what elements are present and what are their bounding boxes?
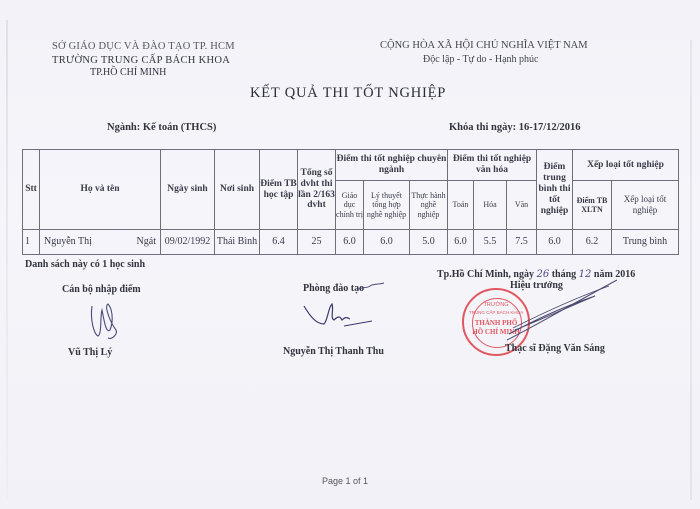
header-culture-group: Điểm thi tốt nghiệp văn hóa [448, 150, 537, 181]
header-stt: Stt [23, 150, 40, 230]
national-motto: Độc lập - Tự do - Hạnh phúc [423, 54, 539, 65]
signature-vu-thi-ly-icon [88, 300, 124, 342]
header-credits: Tổng số dvht thi lần 2/163 dvht [298, 150, 336, 230]
cell-exam-avg: 6.0 [537, 230, 573, 255]
cell-theory: 6.0 [364, 230, 410, 255]
header-literature: Văn [507, 181, 537, 230]
seal-text-line4: HỒ CHÍ MINH [472, 328, 520, 336]
cell-gpa: 6.4 [260, 230, 298, 255]
department-name: SỞ GIÁO DỤC VÀ ĐÀO TẠO TP. HCM [52, 41, 235, 52]
principal-label: Hiệu trưởng [510, 280, 563, 291]
signature-thanh-thu-icon [302, 302, 374, 332]
major-label: Ngành: Kế toán (THCS) [107, 122, 217, 133]
header-name: Họ và tên [40, 150, 161, 230]
header-politics: Giáo dục chính trị [336, 181, 364, 230]
cell-name [40, 230, 161, 255]
school-city: TP.HỒ CHÍ MINH [90, 67, 167, 78]
table-row [23, 230, 679, 255]
handwritten-day: 26 [536, 269, 550, 280]
header-major-group: Điểm thi tốt nghiệp chuyên ngành [336, 150, 448, 181]
cell-rank: Trung bình [612, 230, 679, 255]
exam-date-label: Khóa thi ngày: 16-17/12/2016 [449, 122, 581, 133]
seal-text-line1: TRƯỜNG [483, 302, 509, 308]
header-rank-score: Điểm TB XLTN [573, 181, 612, 230]
header-theory: Lý thuyết tổng hợp nghề nghiệp [364, 181, 410, 230]
school-name: TRƯỜNG TRUNG CẤP BÁCH KHOA [52, 55, 231, 66]
cell-math: 6.0 [448, 230, 474, 255]
cell-rank-score: 6.2 [573, 230, 612, 255]
cell-politics: 6.0 [336, 230, 364, 255]
national-title: CỘNG HÒA XÃ HỘI CHỦ NGHĨA VIỆT NAM [380, 40, 588, 51]
cell-stt: 1 [23, 230, 40, 255]
entry-officer-label: Cán bộ nhập điểm [62, 284, 141, 295]
seal-text-line3: THÀNH PHỐ [474, 319, 518, 327]
scan-edge-right [690, 40, 692, 500]
seal-text-line2: TRUNG CẤP BÁCH KHOA [468, 310, 524, 315]
cell-birthplace: Thái Bình [215, 230, 260, 255]
cell-chemistry: 5.5 [474, 230, 507, 255]
header-dob: Ngày sinh [161, 150, 215, 230]
training-dept-label: Phòng đào tạo [303, 283, 365, 294]
cell-dob: 09/02/1992 [161, 230, 215, 255]
header-gpa: Điểm TB học tập [260, 150, 298, 230]
header-rank-group: Xếp loại tốt nghiệp [573, 150, 679, 181]
header-chemistry: Hóa [474, 181, 507, 230]
header-math: Toán [448, 181, 474, 230]
place-date-month-label: tháng [549, 269, 579, 280]
handwritten-month: 12 [578, 269, 592, 280]
place-date-year: năm 2016 [591, 269, 636, 280]
student-count: Danh sách này có 1 học sinh [25, 259, 146, 270]
cell-practice: 5.0 [410, 230, 448, 255]
results-table [22, 149, 679, 255]
scan-edge-left [6, 20, 8, 500]
principal-name: Thạc sĩ Đặng Văn Sáng [505, 343, 605, 354]
page-indicator: Page 1 of 1 [322, 476, 369, 486]
place-date-prefix: Tp.Hồ Chí Minh, ngày [437, 269, 537, 280]
header-practice: Thực hành nghề nghiệp [410, 181, 448, 230]
cell-first-name: Nguyễn Thị [44, 236, 92, 248]
header-birthplace: Nơi sinh [215, 150, 260, 230]
initial-scribble-icon [356, 282, 386, 292]
entry-officer-name: Vũ Thị Lý [68, 347, 113, 358]
signature-principal-icon [505, 278, 625, 342]
document-title: KẾT QUẢ THI TỐT NGHIỆP [250, 85, 447, 101]
cell-last-name: Ngát [136, 236, 156, 248]
cell-literature: 7.5 [507, 230, 537, 255]
cell-credits: 25 [298, 230, 336, 255]
header-exam-avg: Điểm trung bình thi tốt nghiệp [537, 150, 573, 230]
header-rank: Xếp loại tốt nghiệp [612, 181, 679, 230]
training-dept-name: Nguyễn Thị Thanh Thu [283, 346, 384, 357]
